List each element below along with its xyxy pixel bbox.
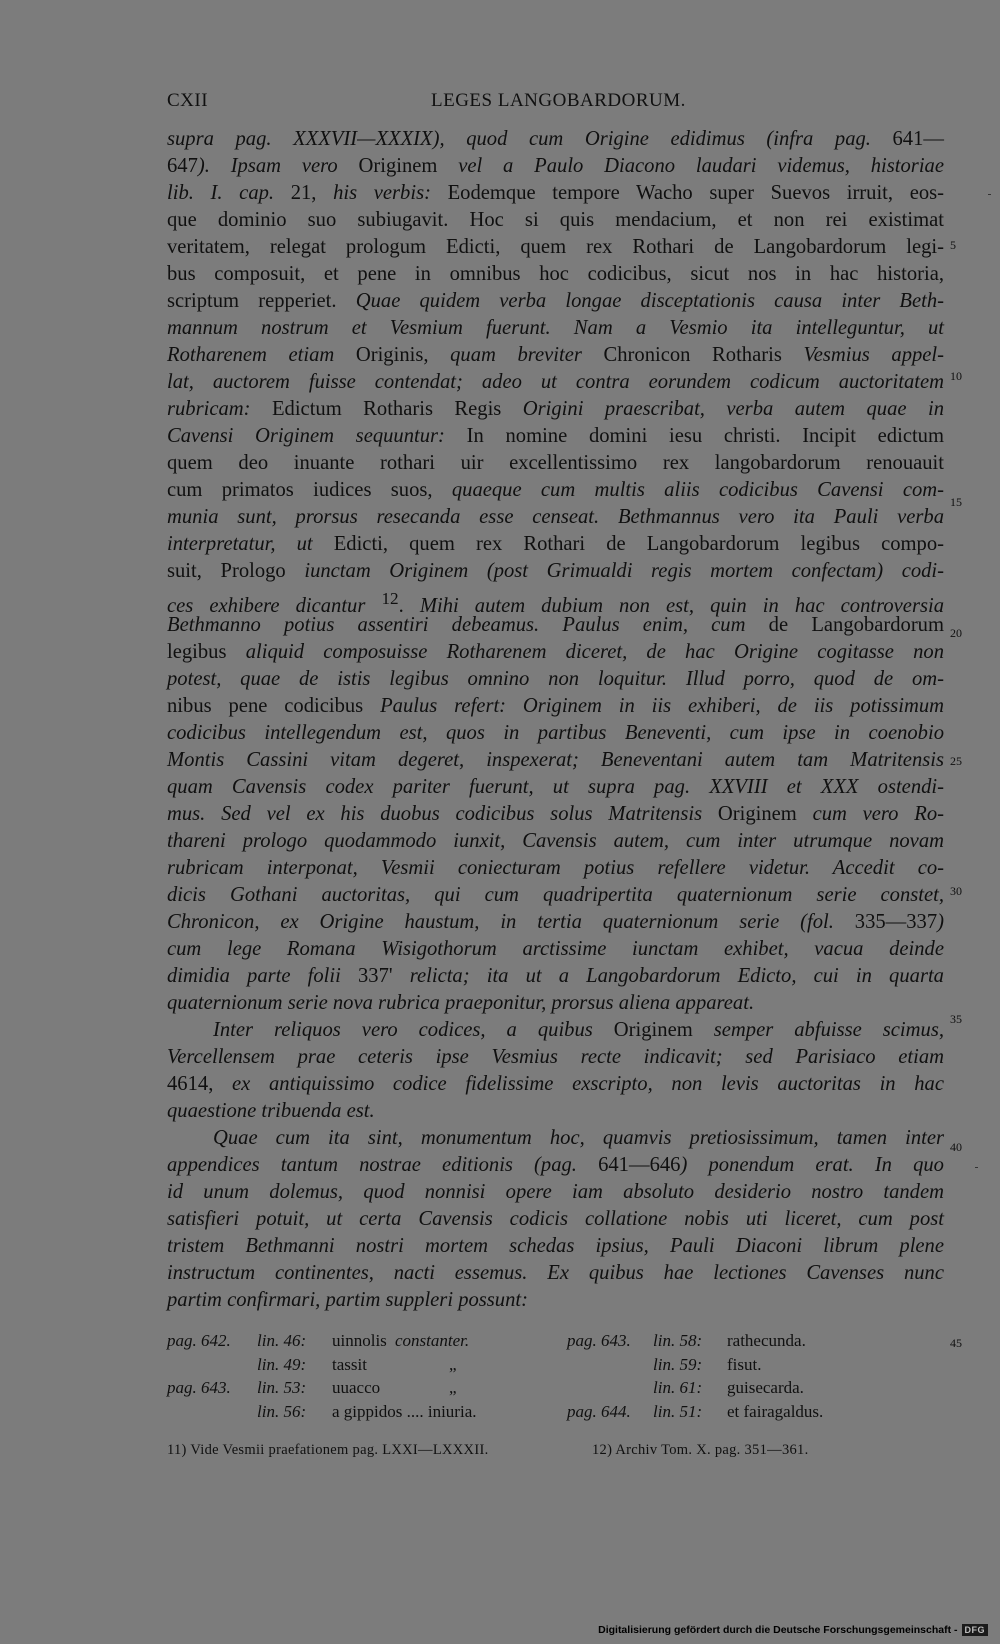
margin-line-number: 30 <box>950 884 962 898</box>
text-line: lat, auctorem fuisse contendat; adeo ut contra eorundem codicum auctoritatem <box>167 371 944 393</box>
page-ref: pag. 643. <box>167 1378 231 1397</box>
text-line: thareni prologo quodammodo iunxit, Cavensis autem, cum inter utrumque novam <box>167 830 944 852</box>
reading-word: fisut. <box>727 1354 762 1374</box>
text-line: quaternionum serie nova rubrica praeponitur, prorsus aliena appareat. <box>167 992 755 1014</box>
text-line: nibus pene codicibus Paulus refert: Originem in iis exhiberi, de iis potissimum <box>167 695 944 717</box>
text-line: instructum continentes, nacti essemus. Ex quibus hae lectiones Cavenses nunc <box>167 1262 944 1284</box>
readings-list <box>167 1329 967 1423</box>
text-line: supra pag. XXXVII—XXXIX), quod cum Origine edidimus (infra pag. 641— <box>167 128 944 150</box>
text-line: mus. Sed vel ex his duobus codicibus solus Matritensis Originem cum vero Ro- <box>167 803 944 825</box>
funding-notice <box>598 1624 988 1636</box>
text-line: dimidia parte folii 337' relicta; ita ut a Langobardorum Edicto, cui in quarta <box>167 965 944 987</box>
text-line: legibus aliquid composuisse Rotharenem diceret, de hac Origine cogitasse non <box>167 641 944 663</box>
margin-line-number: 10 <box>950 369 962 383</box>
text-line: munia sunt, prorsus resecanda esse censeat. Bethmannus vero ita Pauli verba <box>167 506 944 528</box>
text-line: lib. I. cap. 21, his verbis: Eodemque tempore Wacho super Suevos irruit, eos- <box>167 182 944 204</box>
text-line: rubricam: Edictum Rotharis Regis Origini praescribat, verba autem quae in <box>167 398 944 420</box>
reading-row <box>167 1353 967 1377</box>
text-line: interpretatur, ut Edicti, quem rex Rothari de Langobardorum legibus compo- <box>167 533 944 555</box>
line-ref: lin. 51: <box>653 1401 703 1421</box>
reading-row <box>167 1376 967 1400</box>
text-line: Cavensi Originem sequuntur: In nomine domini iesu christi. Incipit edictum <box>167 425 944 447</box>
text-line: cum primatos iudices suos, quaeque cum multis aliis codicibus Cavensi com- <box>167 479 944 501</box>
text-line: Quae cum ita sint, monumentum hoc, quamvis pretiosissimum, tamen inter <box>213 1127 944 1149</box>
footnote-11: 11) Vide Vesmii praefationem pag. LXXI—LXXXII. <box>167 1442 489 1458</box>
margin-line-number: 20 <box>950 626 962 640</box>
text-line: Chronicon, ex Origine haustum, in tertia quaternionum serie (fol. 335—337) <box>167 911 945 933</box>
page-ref: pag. 642. <box>167 1331 231 1350</box>
reading-word: et fairagaldus. <box>727 1401 824 1421</box>
line-ref: lin. 61: <box>653 1378 703 1397</box>
text-line: rubricam interponat, Vesmii coniecturam potius refellere videtur. Accedit co- <box>167 857 944 879</box>
text-line: partim confirmari, partim suppleri possunt: <box>167 1289 528 1311</box>
margin-line-number: 45 <box>950 1336 962 1350</box>
text-line: bus composuit, et pene in omnibus hoc codicibus, sicut nos in hac historia, <box>167 263 944 285</box>
text-line: scriptum repperiet. Quae quidem verba longae disceptationis causa inter Beth- <box>167 290 944 312</box>
line-ref: lin. 59: <box>653 1354 703 1374</box>
reading-note: „ <box>449 1378 457 1397</box>
scan-edge-mark <box>975 1167 978 1168</box>
text-line: mannum nostrum et Vesmium fuerunt. Nam a Vesmio ita intelleguntur, ut <box>167 317 944 339</box>
scan-edge-mark <box>988 194 991 195</box>
text-line: veritatem, relegat prologum Edicti, quem rex Rothari de Langobardorum legi- <box>167 236 944 258</box>
reading-note: „ <box>449 1354 457 1374</box>
text-line: potest, quae de istis legibus omnino non loquitur. Illud porro, quod de om- <box>167 668 944 690</box>
text-line: Montis Cassini vitam degeret, inspexerat; Beneventani autem tam Matritensis <box>167 749 944 771</box>
reading-row <box>167 1329 967 1353</box>
text-line: quam Cavensis codex pariter fuerunt, ut supra pag. XXVIII et XXX ostendi- <box>167 776 944 798</box>
footnote-12: 12) Archiv Tom. X. pag. 351—361. <box>592 1442 809 1458</box>
line-ref: lin. 53: <box>257 1378 307 1397</box>
reading-note: constanter. <box>395 1331 470 1350</box>
text-line: codicibus intellegendum est, quos in partibus Beneventi, cum ipse in coenobio <box>167 722 944 744</box>
body-text <box>167 126 944 1314</box>
margin-line-number: 15 <box>950 495 962 509</box>
text-line: Rotharenem etiam Originis, quam breviter Chronicon Rotharis Vesmius appel- <box>167 344 945 366</box>
reading-word: rathecunda. <box>727 1331 806 1350</box>
text-line: Vercellensem prae ceteris ipse Vesmius recte indicavit; sed Parisiaco etiam <box>167 1046 944 1068</box>
text-line: quem deo inuante rothari uir excellentissimo rex langobardorum renouauit <box>167 452 944 474</box>
text-line: Inter reliquos vero codices, a quibus Originem semper abfuisse scimus, <box>213 1019 944 1041</box>
margin-line-number: 25 <box>950 754 962 768</box>
running-title: LEGES LANGOBARDORUM. <box>431 90 686 111</box>
page-ref: pag. 643. <box>567 1331 631 1350</box>
line-ref: lin. 49: <box>257 1354 307 1374</box>
text-line: id unum dolemus, quod nonnisi opere iam absoluto desiderio nostro tandem <box>167 1181 944 1203</box>
margin-line-number: 40 <box>950 1140 962 1154</box>
text-line: tristem Bethmanni nostri mortem schedas ipsius, Pauli Diaconi librum plene <box>167 1235 944 1257</box>
margin-line-number: 5 <box>950 238 956 252</box>
reading-word: guisecarda. <box>727 1378 804 1397</box>
text-line: quaestione tribuenda est. <box>167 1100 375 1122</box>
reading-word: a gippidos .... iniuria. <box>332 1401 477 1421</box>
funding-text: Digitalisierung gefördert durch die Deutsche Forschungsgemeinschaft - <box>598 1624 958 1636</box>
reading-word: uuacco <box>332 1378 381 1397</box>
text-line: suit, Prologo iunctam Originem (post Grimualdi regis mortem confectam) codi- <box>167 560 945 582</box>
text-line: ces exhibere dicantur $^{12}$. Mihi autem dubium non est, quin in hac controversia <box>167 589 944 617</box>
margin-line-number: 35 <box>950 1012 962 1026</box>
line-ref: lin. 58: <box>653 1331 703 1350</box>
reading-word: tassit <box>332 1354 367 1374</box>
text-line: appendices tantum nostrae editionis (pag. 641—646) ponendum erat. In quo <box>167 1154 944 1176</box>
text-line: Bethmanno potius assentiri debeamus. Paulus enim, cum de Langobardorum <box>167 614 944 636</box>
text-line: dicis Gothani auctoritas, qui cum quadripertita quaternionum serie constet, <box>167 884 944 906</box>
text-line: satisfieri potuit, ut certa Cavensis codicis collatione nobis uti liceret, cum post <box>167 1208 944 1230</box>
page-number: CXII <box>167 90 209 111</box>
text-line: 4614, ex antiquissimo codice fidelissime exscripto, non levis auctoritas in hac <box>167 1073 944 1095</box>
text-line: 647). Ipsam vero Originem vel a Paulo Diacono laudari videmus, historiae <box>167 155 944 177</box>
text-line: cum lege Romana Wisigothorum arctissime iunctam exhibet, vacua deinde <box>167 938 944 960</box>
line-ref: lin. 46: <box>257 1331 307 1350</box>
text-line: que dominio suo subiugavit. Hoc si quis mendacium, et non rei existimat <box>167 209 944 231</box>
page-ref: pag. 644. <box>567 1401 631 1421</box>
line-ref: lin. 56: <box>257 1401 307 1421</box>
reading-word: uinnolis <box>332 1331 387 1350</box>
dfg-logo: DFG <box>962 1624 989 1636</box>
reading-row <box>167 1400 967 1424</box>
